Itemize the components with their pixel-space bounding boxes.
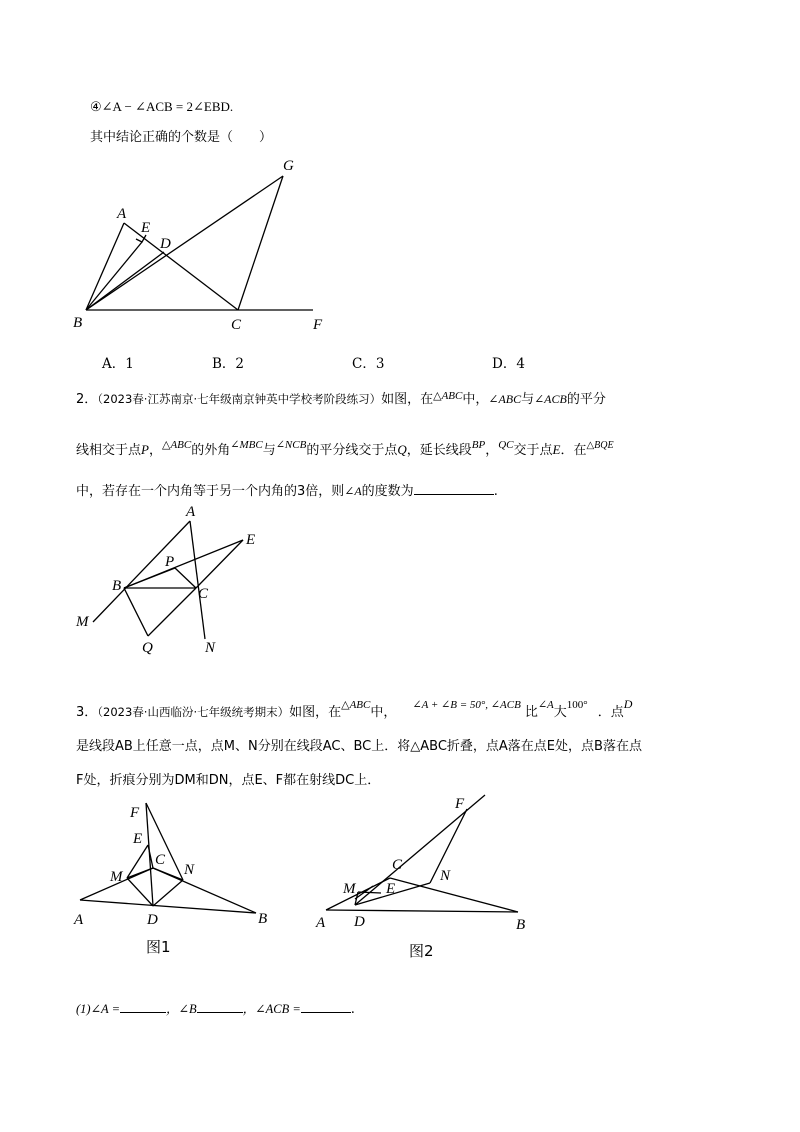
- q3-sub1-d: .: [350, 1002, 355, 1017]
- q3-l1-b: 中，: [370, 705, 397, 720]
- q3-f1-label-C: C: [155, 852, 166, 868]
- q3-f2-label-A: A: [316, 915, 326, 931]
- q2-l2-h: 交于点: [513, 443, 553, 458]
- q3-f1-label-F: F: [130, 805, 140, 821]
- q3-f2-label-N: N: [440, 868, 451, 884]
- q2-l2-ang2: ∠NCB: [275, 439, 307, 451]
- q2-label-B: B: [112, 578, 122, 594]
- q3-line2: 是线段AB上任意一点，点M、N分别在线段AC、BC上．将△ABC折叠，点A落在点E处，点B落在点: [76, 739, 642, 754]
- q3-fig2-caption: 图2: [409, 942, 434, 960]
- q1-label-A: A: [117, 206, 127, 222]
- q1-option-d: D．4: [492, 356, 525, 372]
- q3-l1-angA: ∠A: [537, 699, 554, 711]
- q2-label-M: M: [76, 614, 89, 630]
- q2-l3-a: 中，若存在一个内角等于另一个内角的3倍，则: [76, 484, 345, 499]
- q3-f2-label-F: F: [455, 796, 465, 812]
- q3-blank-angle-b[interactable]: [197, 998, 243, 1013]
- q2-label-P: P: [165, 554, 175, 570]
- q3-f1-label-A: A: [74, 912, 84, 928]
- q3-f1-label-D: D: [147, 912, 158, 928]
- q1-item4-text: ④∠A − ∠ACB = 2∠EBD: [90, 99, 230, 114]
- q3-f1-label-N: N: [184, 862, 195, 878]
- q2-l2-Q: Q: [397, 442, 407, 457]
- q3-f2-label-B: B: [516, 917, 526, 933]
- q2-l2-a: 线相交于点: [76, 443, 142, 458]
- q2-l2-tri2: △BQE: [586, 440, 614, 451]
- q2-l2-c: 的外角: [191, 443, 231, 458]
- q3-sub1: [76, 998, 355, 1019]
- q3-source: （2023春·山西临汾·七年级统考期末）: [97, 705, 290, 719]
- q2-l2-tri: △ABC: [161, 439, 192, 451]
- q1-label-E: E: [141, 220, 151, 236]
- q2-l2-BP: BP: [471, 439, 486, 451]
- q2-label-E: E: [246, 532, 256, 548]
- q2-l2-QC: QC: [498, 439, 514, 451]
- q3-line3: F处，折痕分别为DM和DN，点E、F都在射线DC上．: [76, 773, 381, 788]
- q1-label-D: D: [160, 236, 171, 252]
- q3-f2-label-D: D: [354, 914, 365, 930]
- q2-l2-b: ，: [148, 443, 162, 458]
- q3-l1-tri: △ABC: [341, 699, 371, 711]
- q1-label-B: B: [73, 315, 83, 331]
- q2-l1-c: 与: [521, 392, 535, 407]
- q1-option-c: C．3: [352, 356, 385, 372]
- q1-prompt: 其中结论正确的个数是（ ）: [90, 130, 273, 145]
- q2-label-N: N: [205, 640, 216, 656]
- q3-l1-deg: 100°: [566, 699, 588, 711]
- q3-l1-d: 大: [553, 705, 567, 720]
- q2-l3-ang: ∠A: [344, 484, 362, 498]
- q1-option-b: B．2: [212, 356, 245, 372]
- q2-label-A: A: [186, 504, 196, 520]
- q3-f2-label-M: M: [343, 881, 356, 897]
- q2-l2-e: 的平分线交于点: [306, 443, 398, 458]
- q3-f2-label-E: E: [386, 881, 396, 897]
- q3-sub1-c: ，∠ACB =: [242, 1002, 301, 1016]
- q3-blank-angle-acb[interactable]: [301, 998, 351, 1013]
- q3-f1-label-B: B: [258, 911, 268, 927]
- q2-l2-E: E: [552, 442, 561, 457]
- q1-label-G: G: [283, 158, 294, 174]
- q2-l1-ang2: ∠ACB: [534, 392, 567, 406]
- q3-blank-angle-a[interactable]: [120, 998, 166, 1013]
- q2-l3-c: .: [493, 484, 498, 499]
- q2-l1-b: 中，: [462, 392, 489, 407]
- q3-f1-label-M: M: [110, 869, 123, 885]
- q3-sub1-b: ，∠B: [166, 1002, 197, 1016]
- q2-l2-f: ，延长线段: [406, 443, 472, 458]
- q2-l1-d: 的平分: [566, 392, 606, 407]
- q2-l2-d: 与: [262, 443, 276, 458]
- q3-sub1-a: (1)∠A =: [76, 1002, 121, 1016]
- q1-label-F: F: [313, 317, 323, 333]
- q3-l1-cond: ∠A + ∠B = 50°, ∠ACB: [412, 699, 521, 711]
- q2-l1-ang1: ∠ABC: [488, 392, 522, 406]
- q2-l1-tri: △ABC: [433, 390, 463, 402]
- q1-option-a: A．1: [102, 356, 134, 372]
- q3-fig1-caption: 图1: [146, 938, 171, 956]
- q2-num: 2．: [76, 392, 98, 407]
- q3-l1-D: D: [623, 697, 633, 711]
- q1-label-C: C: [231, 317, 242, 333]
- q2-label-C: C: [198, 586, 209, 602]
- q2-l2-i: ．在: [560, 443, 587, 458]
- q3-l1-a: 如图，在: [289, 705, 342, 720]
- q2-l1-a: 如图，在: [381, 392, 434, 407]
- q3-num: 3．: [76, 705, 98, 720]
- q3-l1-e: ．点: [597, 705, 624, 720]
- q3-f2-label-C: C: [392, 857, 403, 873]
- q1-item4-end: .: [229, 99, 234, 114]
- q2-l3-b: 的度数为: [361, 484, 414, 499]
- q2-label-Q: Q: [142, 640, 153, 656]
- q2-l2-g: ，: [485, 443, 499, 458]
- q3-l1-c: 比: [524, 705, 538, 720]
- q3-f1-label-E: E: [133, 831, 143, 847]
- q2-source: （2023春·江苏南京·七年级南京钟英中学校考阶段练习）: [97, 392, 382, 406]
- q2-l2-ang1: ∠MBC: [230, 439, 263, 451]
- q2-l2-P: P: [141, 442, 149, 457]
